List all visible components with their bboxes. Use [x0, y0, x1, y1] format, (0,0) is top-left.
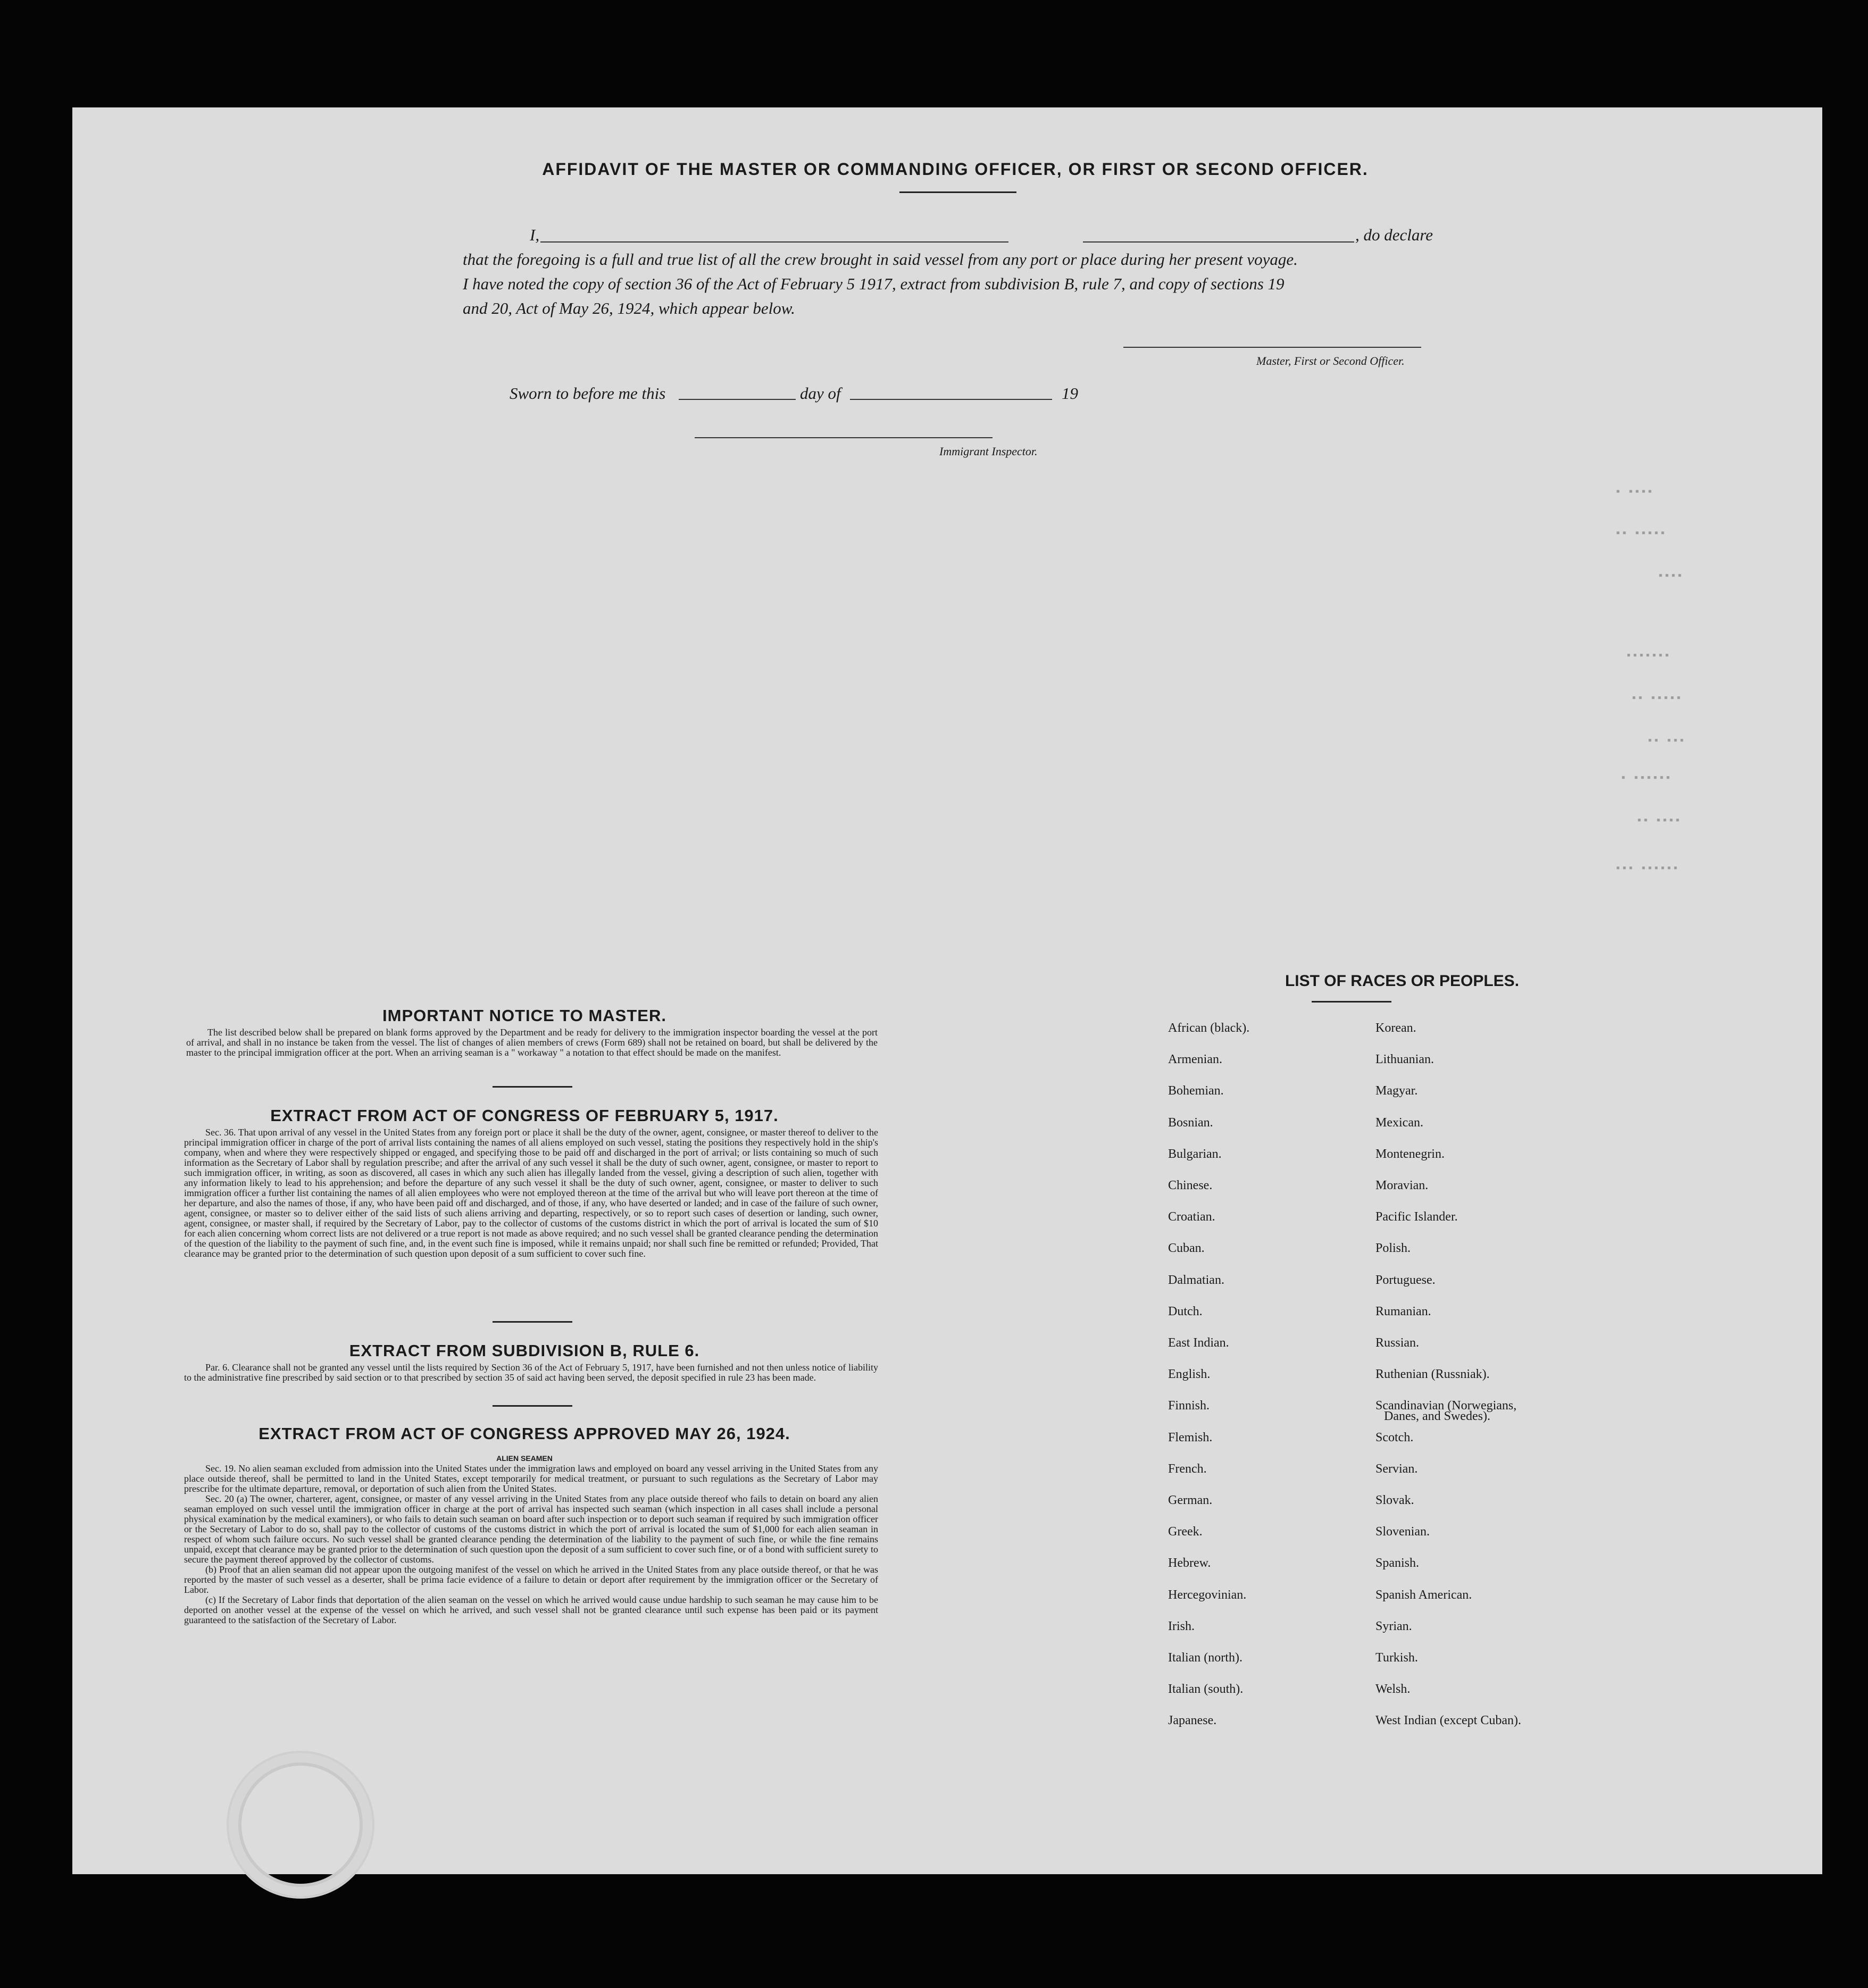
divider — [493, 1086, 572, 1088]
race-item: Japanese. — [1168, 1714, 1217, 1728]
race-item: Polish. — [1375, 1241, 1411, 1256]
divider — [493, 1321, 572, 1323]
notice-body — [186, 1028, 878, 1058]
race-item: Bosnian. — [1168, 1115, 1213, 1130]
race-item: Mexican. — [1375, 1115, 1423, 1130]
affidavit-i-label: I, — [530, 225, 540, 244]
notice-title: IMPORTANT NOTICE TO MASTER. — [382, 1006, 666, 1025]
affidavit-line4: and 20, Act of May 26, 1924, which appear below. — [463, 299, 795, 318]
extract-1924-title: EXTRACT FROM ACT OF CONGRESS APPROVED MAY 26, 1924. — [258, 1424, 790, 1443]
document-page — [72, 107, 1822, 1874]
race-item: Bohemian. — [1168, 1084, 1224, 1098]
race-item: Hercegovinian. — [1168, 1588, 1247, 1602]
race-item: African (black). — [1168, 1021, 1250, 1035]
race-item: Rumanian. — [1375, 1304, 1431, 1318]
bleed-through: ▪▪▪ ▪▪▪▪▪▪ — [1615, 863, 1679, 875]
embossed-seal — [227, 1751, 374, 1899]
title-underline — [899, 191, 1016, 193]
vessel-blank — [1083, 241, 1354, 243]
race-item: Bulgarian. — [1168, 1147, 1222, 1161]
race-item: Ruthenian (Russniak). — [1375, 1367, 1490, 1382]
extract-1924-body — [184, 1464, 878, 1625]
races-title: LIST OF RACES OR PEOPLES. — [1285, 972, 1520, 990]
race-item: Turkish. — [1375, 1651, 1418, 1665]
bleed-through: ▪▪ ▪▪▪▪▪ — [1615, 528, 1666, 540]
race-item: Servian. — [1375, 1461, 1418, 1476]
extract-1924-subtitle: ALIEN SEAMEN — [496, 1454, 553, 1463]
extract-1924-sec19: Sec. 19. No alien seaman excluded from admission into the United States under the immigration laws and employed on board any vessel arriving in the United States from any place outside thereof, shall be permitted to land in the United States, except temporarily for medical treatment, or pursuant to such regulations as the Secretary of Labor may prescribe for the ultimate departure, removal, or deportation of such alien from the United States. — [184, 1463, 878, 1494]
race-item: Dalmatian. — [1168, 1273, 1224, 1287]
race-item: Armenian. — [1168, 1053, 1222, 1067]
bleed-through: ▪▪ ▪▪▪▪▪ — [1631, 692, 1682, 705]
extract-1924-sec20a: Sec. 20 (a) The owner, charterer, agent, consignee, or master of any vessel arriving in the United States from any place outside thereof who fails to detain on board any alien seaman employed on such vessel until the immigration officer in charge at the port of arrival has inspected such seaman (which inspection in all cases shall include a personal physical examination by the medical examiners), or who fails to detain such seaman on board after such inspection or to deport such seaman if required by such immigration officer or the Secretary of Labor to do so, shall pay to the collector of customs of the customs district in which the port of arrival is located the sum of $1,000 for each alien seaman in respect of whom such failure occurs. No such vessel shall be granted clearance pending the determination of the liability to the payment of such fine, or while the fine remains unpaid, except that clearance may be granted prior to the determination of such question upon the deposit of a sum sufficient to cover such fine, or of a bond with sufficient surety to secure the payment thereof approved by the collector of customs. — [184, 1493, 878, 1565]
race-item: Flemish. — [1168, 1430, 1213, 1444]
bleed-through: ▪▪ ▪▪▪ — [1647, 735, 1686, 747]
race-item: Irish. — [1168, 1619, 1195, 1633]
race-item: French. — [1168, 1461, 1207, 1476]
race-item: East Indian. — [1168, 1336, 1229, 1350]
name-blank — [540, 241, 1008, 243]
race-item: Chinese. — [1168, 1179, 1213, 1192]
rule6-body — [184, 1363, 878, 1383]
sworn-day-blank — [679, 399, 796, 400]
race-item: Welsh. — [1375, 1682, 1411, 1697]
races-underline — [1312, 1001, 1391, 1003]
race-item: Greek. — [1168, 1525, 1203, 1539]
extract-1917-body — [184, 1127, 878, 1259]
day-of-label: day of — [800, 384, 841, 403]
inspector-signature-line — [695, 437, 993, 438]
bleed-through: ▪ ▪▪▪▪ — [1615, 486, 1654, 498]
bleed-through: ▪▪ ▪▪▪▪ — [1636, 815, 1681, 827]
year-label: 19 — [1062, 384, 1078, 403]
race-item: Pacific Islander. — [1375, 1210, 1458, 1224]
bleed-through: ▪▪▪▪ — [1657, 570, 1683, 582]
race-item: Cuban. — [1168, 1241, 1205, 1256]
sworn-month-blank — [850, 399, 1052, 400]
race-item: Montenegrin. — [1375, 1147, 1445, 1161]
affidavit-line3: I have noted the copy of section 36 of the Act of February 5 1917, extract from subdivision B, rule 7, and copy of sections 19 — [463, 274, 1285, 293]
race-item: Moravian. — [1375, 1179, 1429, 1192]
race-item: Magyar. — [1375, 1084, 1418, 1098]
race-item: Slovak. — [1375, 1493, 1414, 1507]
extract-1917-title: EXTRACT FROM ACT OF CONGRESS OF FEBRUARY 5, 1917. — [270, 1106, 779, 1125]
race-item: Hebrew. — [1168, 1556, 1211, 1571]
race-item: Portuguese. — [1375, 1273, 1436, 1287]
race-item: Scotch. — [1375, 1430, 1414, 1444]
affidavit-title: AFFIDAVIT OF THE MASTER OR COMMANDING OFFICER, OR FIRST OR SECOND OFFICER. — [542, 160, 1369, 179]
race-item: Korean. — [1375, 1021, 1416, 1035]
notice-text: The list described below shall be prepared on blank forms approved by the Department and be ready for delivery to the immigration inspector boarding the vessel at the port of arrival, and shall in no instance be taken from the vessel. The list of changes of alien members of crews (Form 689) shall not be retained on board, but shall be delivered by the master to the principal immigration officer at the port. When an arriving seaman is a " workaway " a notation to that effect should be made on the manifest. — [186, 1027, 878, 1058]
race-item: English. — [1168, 1367, 1211, 1382]
race-item: Italian (south). — [1168, 1682, 1244, 1697]
master-signature-line — [1123, 347, 1421, 348]
race-item: Finnish. — [1168, 1399, 1210, 1413]
bleed-through: ▪▪▪▪▪▪▪ — [1625, 650, 1671, 662]
extract-1917-text: Sec. 36. That upon arrival of any vessel in the United States from any foreign port or place it shall be the duty of the owner, agent, consignee, or master thereof to deliver to the principal immigration officer in charge of the port of arrival lists containing the names of all aliens employed on such vessel, stating the positions they respectively hold in the ship's company, when and where they were respectively shipped or engaged, and specifying those to be paid off and discharged in the port of arrival; or lists containing so much of such information as the Secretary of Labor shall by regulation prescribe; and after the arrival of any such vessel it shall be the duty of such owner, agent, consignee, or master to report to such immigration officer, in writing, as soon as discovered, all cases in which any such alien has illegally landed from the vessel, giving a description of such alien, together with any information likely to lead to his apprehension; and before the departure of any such vessel it shall be the duty of such owner, agent, consignee, or master to deliver to such immigration officer a further list containing the names of all alien employees who were not employed thereon at the time of the arrival but who will leave port thereon at the time of her departure, and also the names of those, if any, who have been paid off and discharged, and of those, if any, who have deserted or landed; and in case of the failure of such owner, agent, consignee, or master so to deliver either of the said lists of such aliens arriving and departing, respectively, or so to report such cases of desertion or landing, such owner, agent, consignee, or master shall, if required by the Secretary of Labor, pay to the collector of customs of the customs district in which the port of arrival is located the sum of $10 for each alien concerning whom correct lists are not delivered or a true report is not made as above required; and no such vessel shall be granted clearance pending the determination of the question of the liability to the payment of such fine, and, in the event such fine is imposed, while it remains unpaid; nor shall such fine be remitted or refunded; Provided, That clearance may be granted prior to the determination of such question upon deposit of a sum sufficient to cover such fine. — [184, 1127, 878, 1259]
inspector-signature-label: Immigrant Inspector. — [939, 445, 1038, 458]
race-item: Syrian. — [1375, 1619, 1412, 1633]
affidavit-line2: that the foregoing is a full and true list of all the crew brought in said vessel from any port or place during her present voyage. — [463, 250, 1298, 269]
sworn-label: Sworn to before me this — [510, 384, 666, 403]
race-item: Scandinavian (Norwegians, — [1375, 1399, 1517, 1413]
rule6-title: EXTRACT FROM SUBDIVISION B, RULE 6. — [349, 1341, 700, 1360]
race-scandinavian-cont: Danes, and Swedes). — [1384, 1409, 1490, 1423]
race-item: Russian. — [1375, 1336, 1420, 1350]
master-signature-label: Master, First or Second Officer. — [1256, 354, 1405, 367]
rule6-text: Par. 6. Clearance shall not be granted any vessel until the lists required by Section 36 of the Act of February 5, 1917, have been furnished and not then unless notice of liability to the administrative fine prescribed by said section or to that prescribed by section 35 of said act having been served, the deposit specified in rule 23 has been made. — [184, 1362, 878, 1383]
affidavit-do-declare: , do declare — [1355, 225, 1433, 244]
race-item: West Indian (except Cuban). — [1375, 1714, 1521, 1728]
extract-1924-sec20c: (c) If the Secretary of Labor finds that deportation of the alien seaman on the vessel on which he arrived would cause undue hardship to such seaman he may cause him to be deported on another vessel at the expense of the vessel on which he arrived, and such vessel shall not be granted clearance until such expense has been paid or its payment guaranteed to the satisfaction of the Secretary of Labor. — [184, 1594, 878, 1625]
race-item: German. — [1168, 1493, 1213, 1507]
race-item: Lithuanian. — [1375, 1053, 1434, 1067]
race-item: Spanish American. — [1375, 1588, 1472, 1602]
divider — [493, 1405, 572, 1407]
race-item: Spanish. — [1375, 1556, 1420, 1571]
extract-1924-sec20b: (b) Proof that an alien seaman did not appear upon the outgoing manifest of the vessel on which he arrived in the United States from any place outside thereof, or that he was reported by the master of such vessel as a deserter, shall be prima facie evidence of a failure to detain or deport after requirement by the immigration officer or the Secretary of Labor. — [184, 1564, 878, 1595]
race-item: Slovenian. — [1375, 1525, 1430, 1539]
race-item: Dutch. — [1168, 1304, 1203, 1318]
race-item: Italian (north). — [1168, 1651, 1242, 1665]
race-item: Croatian. — [1168, 1210, 1215, 1224]
bleed-through: ▪ ▪▪▪▪▪▪ — [1620, 772, 1672, 784]
